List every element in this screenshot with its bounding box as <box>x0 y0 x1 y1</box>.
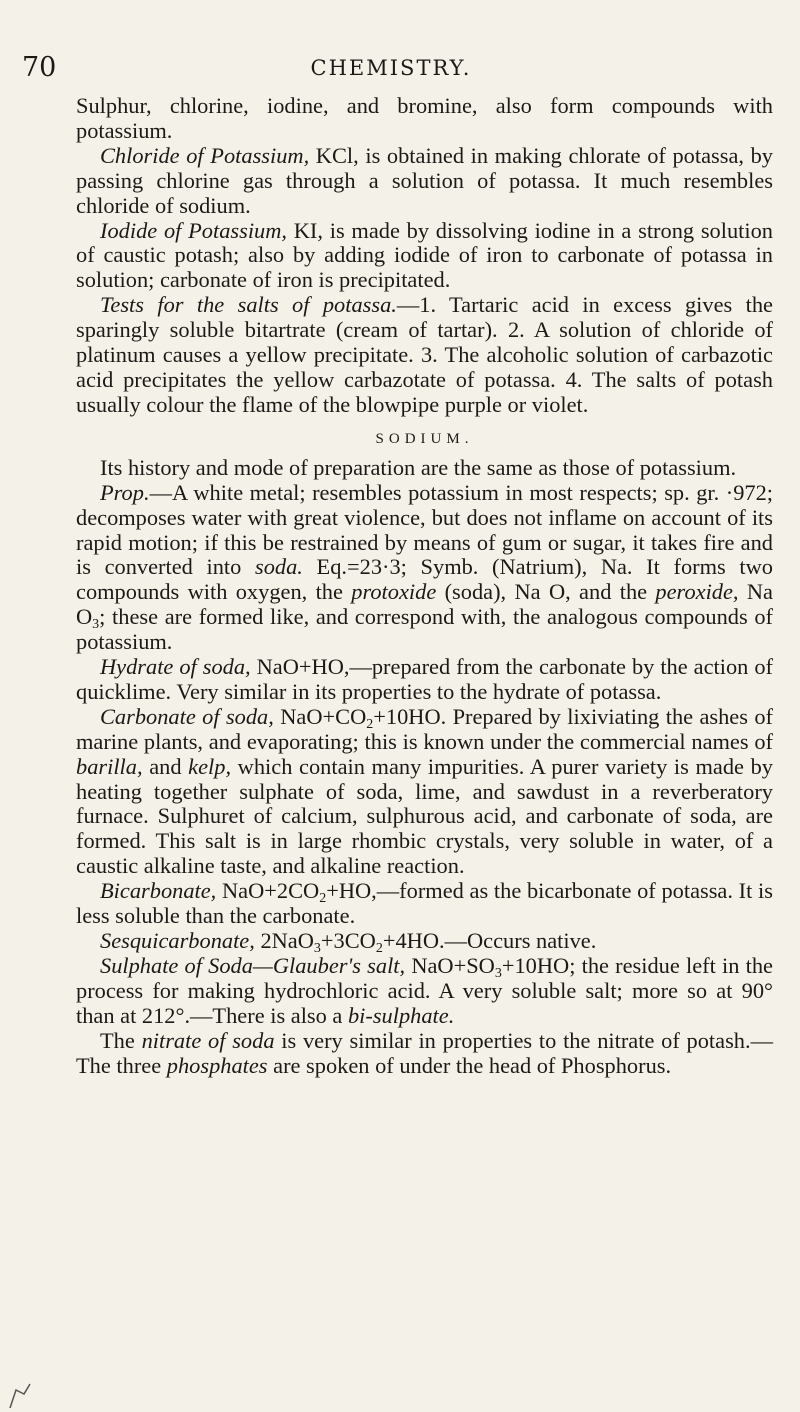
paragraph <box>76 219 773 294</box>
text-run: NaO+SO <box>405 952 495 978</box>
text-run: +HO,—formed as the bicarbonate of potassa. It is less soluble than the carbonate. <box>76 878 773 929</box>
italic-text: Tests for the salts of potassa. <box>100 292 397 318</box>
italic-text: Sulphate of Soda—Glauber's salt, <box>100 952 406 978</box>
paragraph <box>76 879 773 929</box>
text-run: Na O <box>76 579 773 630</box>
italic-text: soda. <box>254 554 303 580</box>
text-run: +3CO <box>320 928 376 953</box>
italic-text: bi-sulphate. <box>347 1002 455 1028</box>
subscript: 3 <box>494 965 502 981</box>
text-run: Eq.=23·3; Symb. (Natrium), Na. It forms two compounds with oxygen, the <box>76 554 773 605</box>
text-run: —1. Tartaric acid in excess gives the sparingly soluble bitartrate (cream of tartar). 2. A solution of chloride of platinum causes a yellow precipitate. 3. The alcoholic solution of carbazotic acid precipitates the yellow carbazotate of potassa. 4. The salts of potash usually colour the flame of the blowpipe purple or violet. <box>76 292 773 417</box>
italic-text: Hydrate of soda, <box>100 654 251 680</box>
subscript: 3 <box>313 941 321 956</box>
italic-text: protoxide <box>351 579 437 605</box>
text-run: which contain many impurities. A purer variety is made by heating together sulphate of soda, lime, and sawdust in a reverberatory furnace. Sulphuret of calcium, sulphurous acid, and carbonate of soda, are formed. This salt is in large rhombic crystals, very soluble in water, of a caustic alkaline taste, and alkaline reaction. <box>76 753 774 879</box>
body-text <box>76 94 773 1078</box>
paragraph <box>76 1029 773 1079</box>
text-run: NaO+CO <box>273 703 367 729</box>
italic-text: nitrate of soda <box>141 1027 275 1053</box>
italic-text: Sesquicarbonate, <box>100 928 255 953</box>
text-run: Its history and mode of preparation are the same as those of potassium. <box>100 454 737 480</box>
italic-text: Bicarbonate, <box>100 878 217 904</box>
text-run: +10HO. Prepared by lixiviating the ashes of marine plants, and evaporating; this is known under the commercial names of <box>76 703 773 754</box>
text-run: —A white metal; resembles potassium in most respects; sp. gr. ·972; decomposes water with great violence, but does not inflame on account of its rapid motion; if this be restrained by means of gum or sugar, it takes fire and is converted into <box>76 479 773 580</box>
paragraph <box>76 293 773 418</box>
paragraph <box>76 481 773 655</box>
text-run: ; these are formed like, and correspond with, the analogous compounds of potassium. <box>76 604 773 655</box>
italic-text: peroxide, <box>655 579 739 605</box>
paragraph <box>76 705 773 879</box>
text-run: 2NaO <box>254 928 314 953</box>
subscript: 2 <box>319 891 327 907</box>
paragraph <box>76 655 773 705</box>
text-run: The <box>100 1027 142 1053</box>
text-run: Sulphur, chlorine, iodine, and bromine, also form compounds with potassium. <box>76 93 773 143</box>
text-run: KCl, is obtained in making chlorate of potassa, by passing chlorine gas through a solution of potassa. It much resembles chloride of sodium. <box>76 142 773 218</box>
italic-text: barilla, <box>76 753 143 779</box>
subscript: 2 <box>366 716 374 732</box>
paragraph <box>76 94 773 144</box>
text-run: NaO+2CO <box>216 878 320 904</box>
italic-text: Iodide of Potassium, <box>100 217 288 243</box>
italic-text: kelp, <box>188 753 232 779</box>
page-number: 70 <box>22 52 57 83</box>
running-head <box>22 52 760 82</box>
paragraph <box>76 144 773 219</box>
text-run: are spoken of under the head of Phosphorus. <box>267 1052 672 1078</box>
running-title: CHEMISTRY. <box>310 56 472 80</box>
paragraph <box>76 954 773 1029</box>
text-run: and <box>142 753 189 779</box>
subscript: 3 <box>92 617 100 633</box>
italic-text: Chloride of Potassium, <box>100 142 310 168</box>
text-run: +4HO.—Occurs native. <box>382 928 597 953</box>
section-heading: SODIUM. <box>375 430 474 447</box>
subscript: 2 <box>375 941 383 956</box>
paragraph <box>76 456 773 481</box>
corner-scan-mark <box>6 1380 46 1410</box>
text-run: is very similar in properties to the nitrate of potash.—The three <box>76 1027 773 1078</box>
text-run: +10HO; the residue left in the process for making hydrochloric acid. A very soluble salt; more so at 90° than at 212°.—There is also a <box>76 952 773 1028</box>
italic-text: Carbonate of soda, <box>100 703 274 729</box>
paragraph <box>76 929 773 954</box>
italic-text: phosphates <box>166 1052 268 1078</box>
text-run: NaO+HO,—prepared from the carbonate by the action of quicklime. Very similar in its properties to the hydrate of potassa. <box>76 654 773 704</box>
text-run: (soda), Na O, and the <box>436 579 656 605</box>
text-run: KI, is made by dissolving iodine in a strong solution of caustic potash; also by adding iodide of iron to carbonate of potassa in solution; carbonate of iron is precipitated. <box>76 217 773 293</box>
italic-text: Prop. <box>100 479 150 505</box>
